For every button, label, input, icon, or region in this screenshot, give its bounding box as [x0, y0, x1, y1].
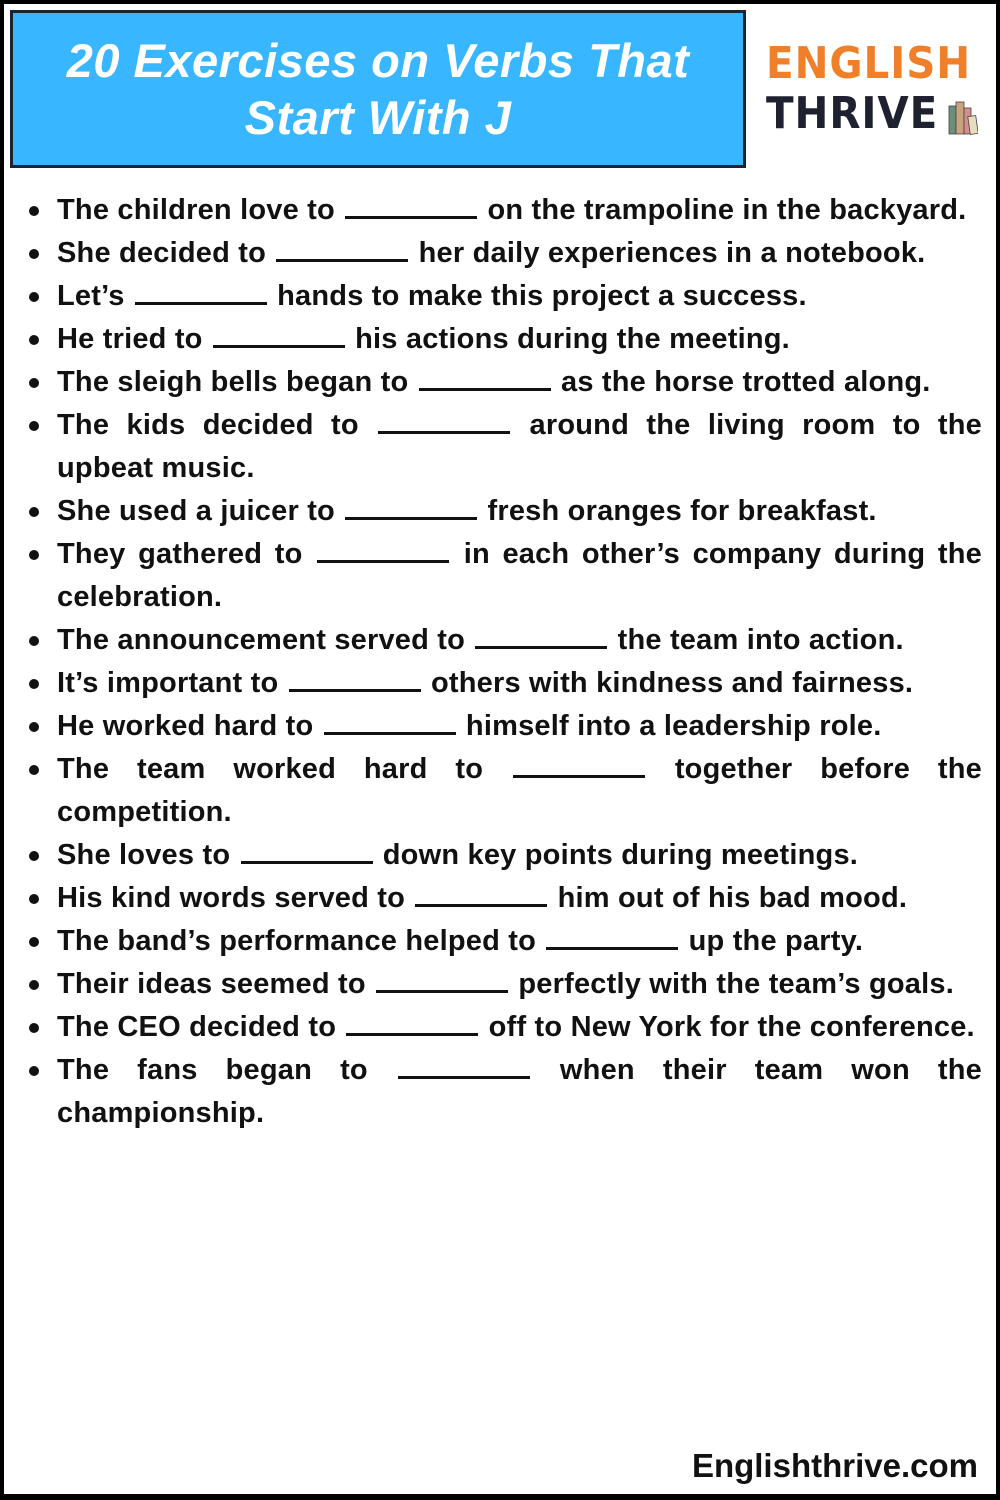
sentence-end: around the living room to the upbeat music. [57, 409, 982, 484]
sentence-start: The kids decided to [57, 409, 359, 441]
title-banner [10, 10, 746, 168]
bullet-icon [29, 851, 39, 861]
books-icon [948, 100, 978, 136]
exercise-item [26, 920, 982, 963]
bullet-icon [29, 937, 39, 947]
fill-in-blank[interactable] [398, 1050, 530, 1079]
bullet-icon [29, 980, 39, 990]
exercise-item [26, 748, 982, 834]
fill-in-blank[interactable] [213, 319, 345, 348]
fill-in-blank[interactable] [276, 233, 408, 262]
sentence-start: She loves to [57, 839, 231, 871]
sentence-start: The fans began to [57, 1054, 368, 1086]
fill-in-blank[interactable] [376, 964, 508, 993]
sentence-end: up the party. [688, 925, 864, 957]
sentence-end: perfectly with the team’s goals. [518, 968, 954, 1000]
bullet-icon [29, 335, 39, 345]
exercise-item [26, 490, 982, 533]
bullet-icon [29, 249, 39, 259]
sentence-end: in each other’s company during the celebration. [57, 538, 982, 613]
bullet-icon [29, 206, 39, 216]
exercise-item [26, 963, 982, 1006]
fill-in-blank[interactable] [346, 1007, 478, 1036]
sentence-start: He tried to [57, 323, 203, 355]
sentence-start: The CEO decided to [57, 1011, 337, 1043]
fill-in-blank[interactable] [419, 362, 551, 391]
sentence-end: the team into action. [617, 624, 904, 656]
bullet-icon [29, 378, 39, 388]
bullet-icon [29, 722, 39, 732]
sentence-end: as the horse trotted along. [560, 366, 931, 398]
sentence-start: His kind words served to [57, 882, 406, 914]
sentence-start: The band’s performance helped to [57, 925, 537, 957]
exercise-item [26, 232, 982, 275]
exercise-item [26, 1049, 982, 1135]
bullet-icon [29, 765, 39, 775]
sentence-end: down key points during meetings. [382, 839, 859, 871]
sentence-start: He worked hard to [57, 710, 314, 742]
exercise-item [26, 834, 982, 877]
fill-in-blank[interactable] [378, 405, 510, 434]
sentence-start: She decided to [57, 237, 267, 269]
fill-in-blank[interactable] [513, 749, 645, 778]
exercise-item [26, 533, 982, 619]
page-title: 20 Exercises on Verbs That Start With J [66, 34, 690, 144]
exercise-item [26, 662, 982, 705]
logo-text-english: ENGLISH [766, 38, 972, 89]
sentence-start: They gathered to [57, 538, 303, 570]
fill-in-blank[interactable] [241, 835, 373, 864]
bullet-icon [29, 636, 39, 646]
sentence-end: together before the competition. [57, 753, 983, 828]
sentence-start: Their ideas seemed to [57, 968, 366, 1000]
sentence-end: when their team won the championship. [57, 1054, 982, 1129]
sentence-end: hands to make this project a success. [277, 280, 807, 312]
fill-in-blank[interactable] [475, 620, 607, 649]
sentence-start: The sleigh bells began to [57, 366, 409, 398]
fill-in-blank[interactable] [415, 878, 547, 907]
sentence-end: her daily experiences in a notebook. [418, 237, 926, 269]
sentence-end: him out of his bad mood. [557, 882, 908, 914]
exercise-item [26, 705, 982, 748]
fill-in-blank[interactable] [135, 276, 267, 305]
fill-in-blank[interactable] [546, 921, 678, 950]
fill-in-blank[interactable] [289, 663, 421, 692]
sentence-end: off to New York for the conference. [488, 1011, 975, 1043]
bullet-icon [29, 1023, 39, 1033]
exercise-item [26, 189, 982, 232]
sentence-end: on the trampoline in the backyard. [487, 194, 967, 226]
fill-in-blank[interactable] [317, 534, 449, 563]
exercise-list [26, 189, 982, 1135]
fill-in-blank[interactable] [324, 706, 456, 735]
exercise-item [26, 1006, 982, 1049]
exercise-item [26, 275, 982, 318]
exercise-item [26, 404, 982, 490]
exercise-item [26, 877, 982, 920]
english-thrive-logo [762, 34, 992, 144]
sentence-end: his actions during the meeting. [355, 323, 790, 355]
bullet-icon [29, 421, 39, 431]
bullet-icon [29, 894, 39, 904]
sentence-end: others with kindness and fairness. [430, 667, 914, 699]
website-url: Englishthrive.com [691, 1447, 978, 1484]
worksheet-page [4, 4, 996, 1494]
fill-in-blank[interactable] [345, 190, 477, 219]
sentence-end: fresh oranges for breakfast. [487, 495, 877, 527]
bullet-icon [29, 292, 39, 302]
sentence-start: The children love to [57, 194, 335, 226]
bullet-icon [29, 550, 39, 560]
exercise-item [26, 361, 982, 404]
fill-in-blank[interactable] [345, 491, 477, 520]
sentence-start: It’s important to [57, 667, 279, 699]
sentence-start: The team worked hard to [57, 753, 484, 785]
sentence-start: Let’s [57, 280, 125, 312]
bullet-icon [29, 679, 39, 689]
bullet-icon [29, 1066, 39, 1076]
sentence-end: himself into a leadership role. [465, 710, 882, 742]
sentence-start: She used a juicer to [57, 495, 335, 527]
logo-text-thrive: THRIVE [766, 88, 939, 139]
exercise-item [26, 318, 982, 361]
exercise-item [26, 619, 982, 662]
bullet-icon [29, 507, 39, 517]
sentence-start: The announcement served to [57, 624, 466, 656]
